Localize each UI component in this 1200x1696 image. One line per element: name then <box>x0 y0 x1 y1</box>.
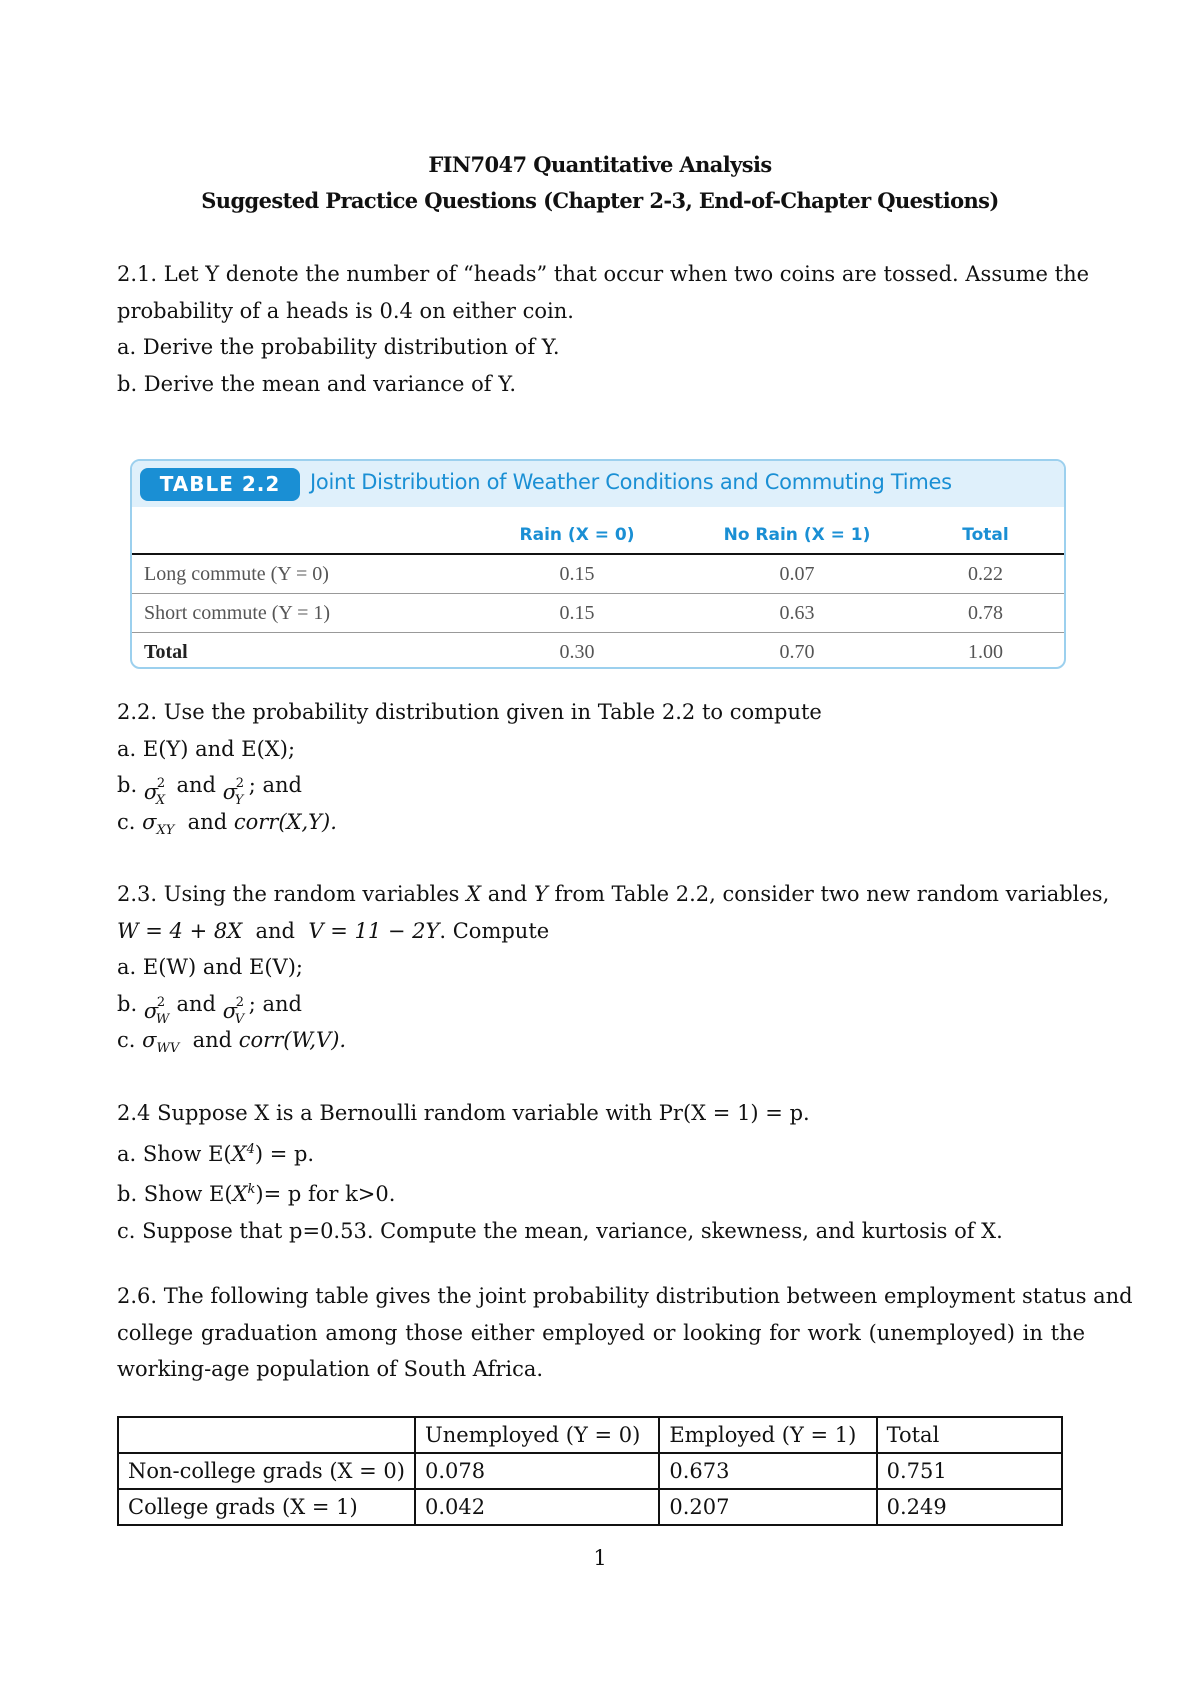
variance-x-symbol: σ 2 X <box>143 776 166 808</box>
part-label: c. <box>117 809 136 834</box>
column-header: Unemployed (Y = 0) <box>415 1417 659 1453</box>
table-row <box>118 1453 1062 1489</box>
table-2-2-label: TABLE 2.2 <box>140 468 300 501</box>
question-2-3-line-1 <box>117 876 1110 913</box>
document-subtitle: Suggested Practice Questions (Chapter 2-3, End-of-Chapter Questions) <box>201 188 999 213</box>
v-definition: V = 11 − 2Y <box>308 918 440 943</box>
text-run: 2.3. Using the random variables <box>117 882 460 906</box>
question-2-2-part-c <box>117 804 1085 850</box>
table-cell: 0.15 <box>467 594 687 633</box>
question-2-1 <box>117 256 1090 402</box>
table-cell: 0.078 <box>415 1453 659 1489</box>
table-cell: 0.30 <box>559 640 595 663</box>
conjunction: and <box>487 882 528 906</box>
page-number: 1 <box>593 1546 607 1570</box>
column-header: Rain (X = 0) <box>467 517 687 554</box>
variance-v-symbol: σ 2 V <box>222 994 245 1027</box>
question-2-2-part-b <box>117 767 1085 808</box>
text-run: . Compute <box>439 918 550 943</box>
conjunction: and <box>192 1028 233 1052</box>
question-2-3-part-a: a. E(W) and E(V); <box>117 955 303 979</box>
table-cell: 1.00 <box>968 640 1003 663</box>
question-2-1-part-a: a. Derive the probability distribution of Y. <box>117 335 560 359</box>
question-2-1-line-1: 2.1. Let Y denote the number of “heads” that occur when two coins are tossed. Assume the <box>117 262 1090 286</box>
conjunction: and <box>176 773 216 797</box>
question-2-6-line-1: 2.6. The following table gives the joint probability distribution between employment status and <box>117 1284 1133 1308</box>
row-label: College grads (X = 1) <box>118 1489 415 1525</box>
question-2-2 <box>117 694 1085 849</box>
question-2-4-part-b <box>117 1172 1085 1213</box>
table-cell: 0.042 <box>415 1489 659 1525</box>
question-2-2-intro: 2.2. Use the probability distribution given in Table 2.2 to compute <box>117 700 822 724</box>
column-header: Total <box>907 517 1064 554</box>
variable-x: X <box>466 882 482 906</box>
question-2-1-part-b: b. Derive the mean and variance of Y. <box>117 371 517 396</box>
part-suffix: ; and <box>248 773 302 797</box>
variance-w-symbol: σ 2 W <box>143 994 170 1027</box>
question-2-6-line-2: college graduation among those either employed or looking for work (unemployed) in the <box>117 1320 1085 1345</box>
x-power-4: $X^4$ <box>231 1141 255 1166</box>
table-cell: 0.751 <box>877 1453 1062 1489</box>
conjunction: and <box>255 918 296 943</box>
text-run: b. Show E( <box>117 1182 233 1206</box>
question-2-3-part-c <box>117 1022 1085 1068</box>
column-header: No Rain (X = 1) <box>687 517 907 554</box>
table-row <box>132 633 1064 670</box>
table-2-2-banner <box>132 461 1064 507</box>
conjunction: and <box>176 991 216 1016</box>
question-2-4-part-c: c. Suppose that p=0.53. Compute the mean, variance, skewness, and kurtosis of X. <box>117 1218 1003 1243</box>
text-run: )= p for k>0. <box>255 1182 396 1206</box>
table-2-2-grid <box>132 517 1064 669</box>
question-2-1-line-2: probability of a heads is 0.4 on either coin. <box>117 298 574 323</box>
question-2-3 <box>117 876 1110 1068</box>
table-2-2 <box>130 459 1066 669</box>
question-2-3-line-2 <box>117 913 1085 950</box>
table-cell: 0.22 <box>907 554 1064 594</box>
question-2-4 <box>117 1095 1085 1249</box>
course-title: FIN7047 Quantitative Analysis <box>428 152 772 177</box>
part-label: b. <box>117 773 138 797</box>
text-run: from Table 2.2, consider two new random variables, <box>554 882 1110 906</box>
conjunction: and <box>187 809 228 834</box>
table-cell: 0.249 <box>877 1489 1062 1525</box>
table-cell: 0.15 <box>467 554 687 594</box>
table-row <box>118 1489 1062 1525</box>
row-label: Total <box>144 640 188 663</box>
w-definition: W = 4 + 8X <box>117 918 243 943</box>
table-cell: 0.207 <box>659 1489 876 1525</box>
x-power-k: $X^k$ <box>232 1182 256 1206</box>
question-2-4-intro: 2.4 Suppose X is a Bernoulli random variable with Pr(X = 1) = p. <box>117 1101 810 1125</box>
table-cell: 0.70 <box>779 640 815 663</box>
part-label: b. <box>117 991 138 1016</box>
variable-y: Y <box>533 882 548 906</box>
employment-table <box>117 1416 1063 1526</box>
table-cell: 0.07 <box>687 554 907 594</box>
row-label: Short commute (Y = 1) <box>132 594 467 633</box>
part-suffix: ; and <box>248 991 302 1016</box>
column-header: Total <box>877 1417 1062 1453</box>
table-row <box>132 554 1064 594</box>
part-label: c. <box>117 1028 136 1052</box>
question-2-6 <box>117 1278 1133 1388</box>
column-header <box>132 517 467 554</box>
column-header <box>118 1417 415 1453</box>
table-cell: 0.63 <box>687 594 907 633</box>
question-2-4-part-a <box>117 1132 1085 1173</box>
question-2-3-part-b <box>117 986 1085 1027</box>
question-2-6-line-3: working-age population of South Africa. <box>117 1357 544 1381</box>
text-run: ) = p. <box>254 1141 315 1166</box>
correlation-xy: corr(X,Y). <box>233 809 337 834</box>
table-row <box>132 594 1064 633</box>
text-run: a. Show E( <box>117 1141 232 1166</box>
table-header-row <box>132 517 1064 554</box>
column-header: Employed (Y = 1) <box>659 1417 876 1453</box>
table-2-2-title: Joint Distribution of Weather Conditions and Commuting Times <box>310 470 952 494</box>
table-header-row <box>118 1417 1062 1453</box>
row-label: Long commute (Y = 0) <box>132 554 467 594</box>
table-cell: 0.78 <box>907 594 1064 633</box>
question-2-2-part-a: a. E(Y) and E(X); <box>117 736 296 761</box>
variance-y-symbol: σ 2 Y <box>222 776 244 808</box>
row-label: Non-college grads (X = 0) <box>118 1453 415 1489</box>
covariance-wv-symbol: $\sigma_{WV}$ <box>142 1028 180 1056</box>
table-cell: 0.673 <box>659 1453 876 1489</box>
covariance-xy-symbol: $\sigma_{XY}$ <box>142 809 175 838</box>
correlation-wv: corr(W,V). <box>238 1028 347 1052</box>
